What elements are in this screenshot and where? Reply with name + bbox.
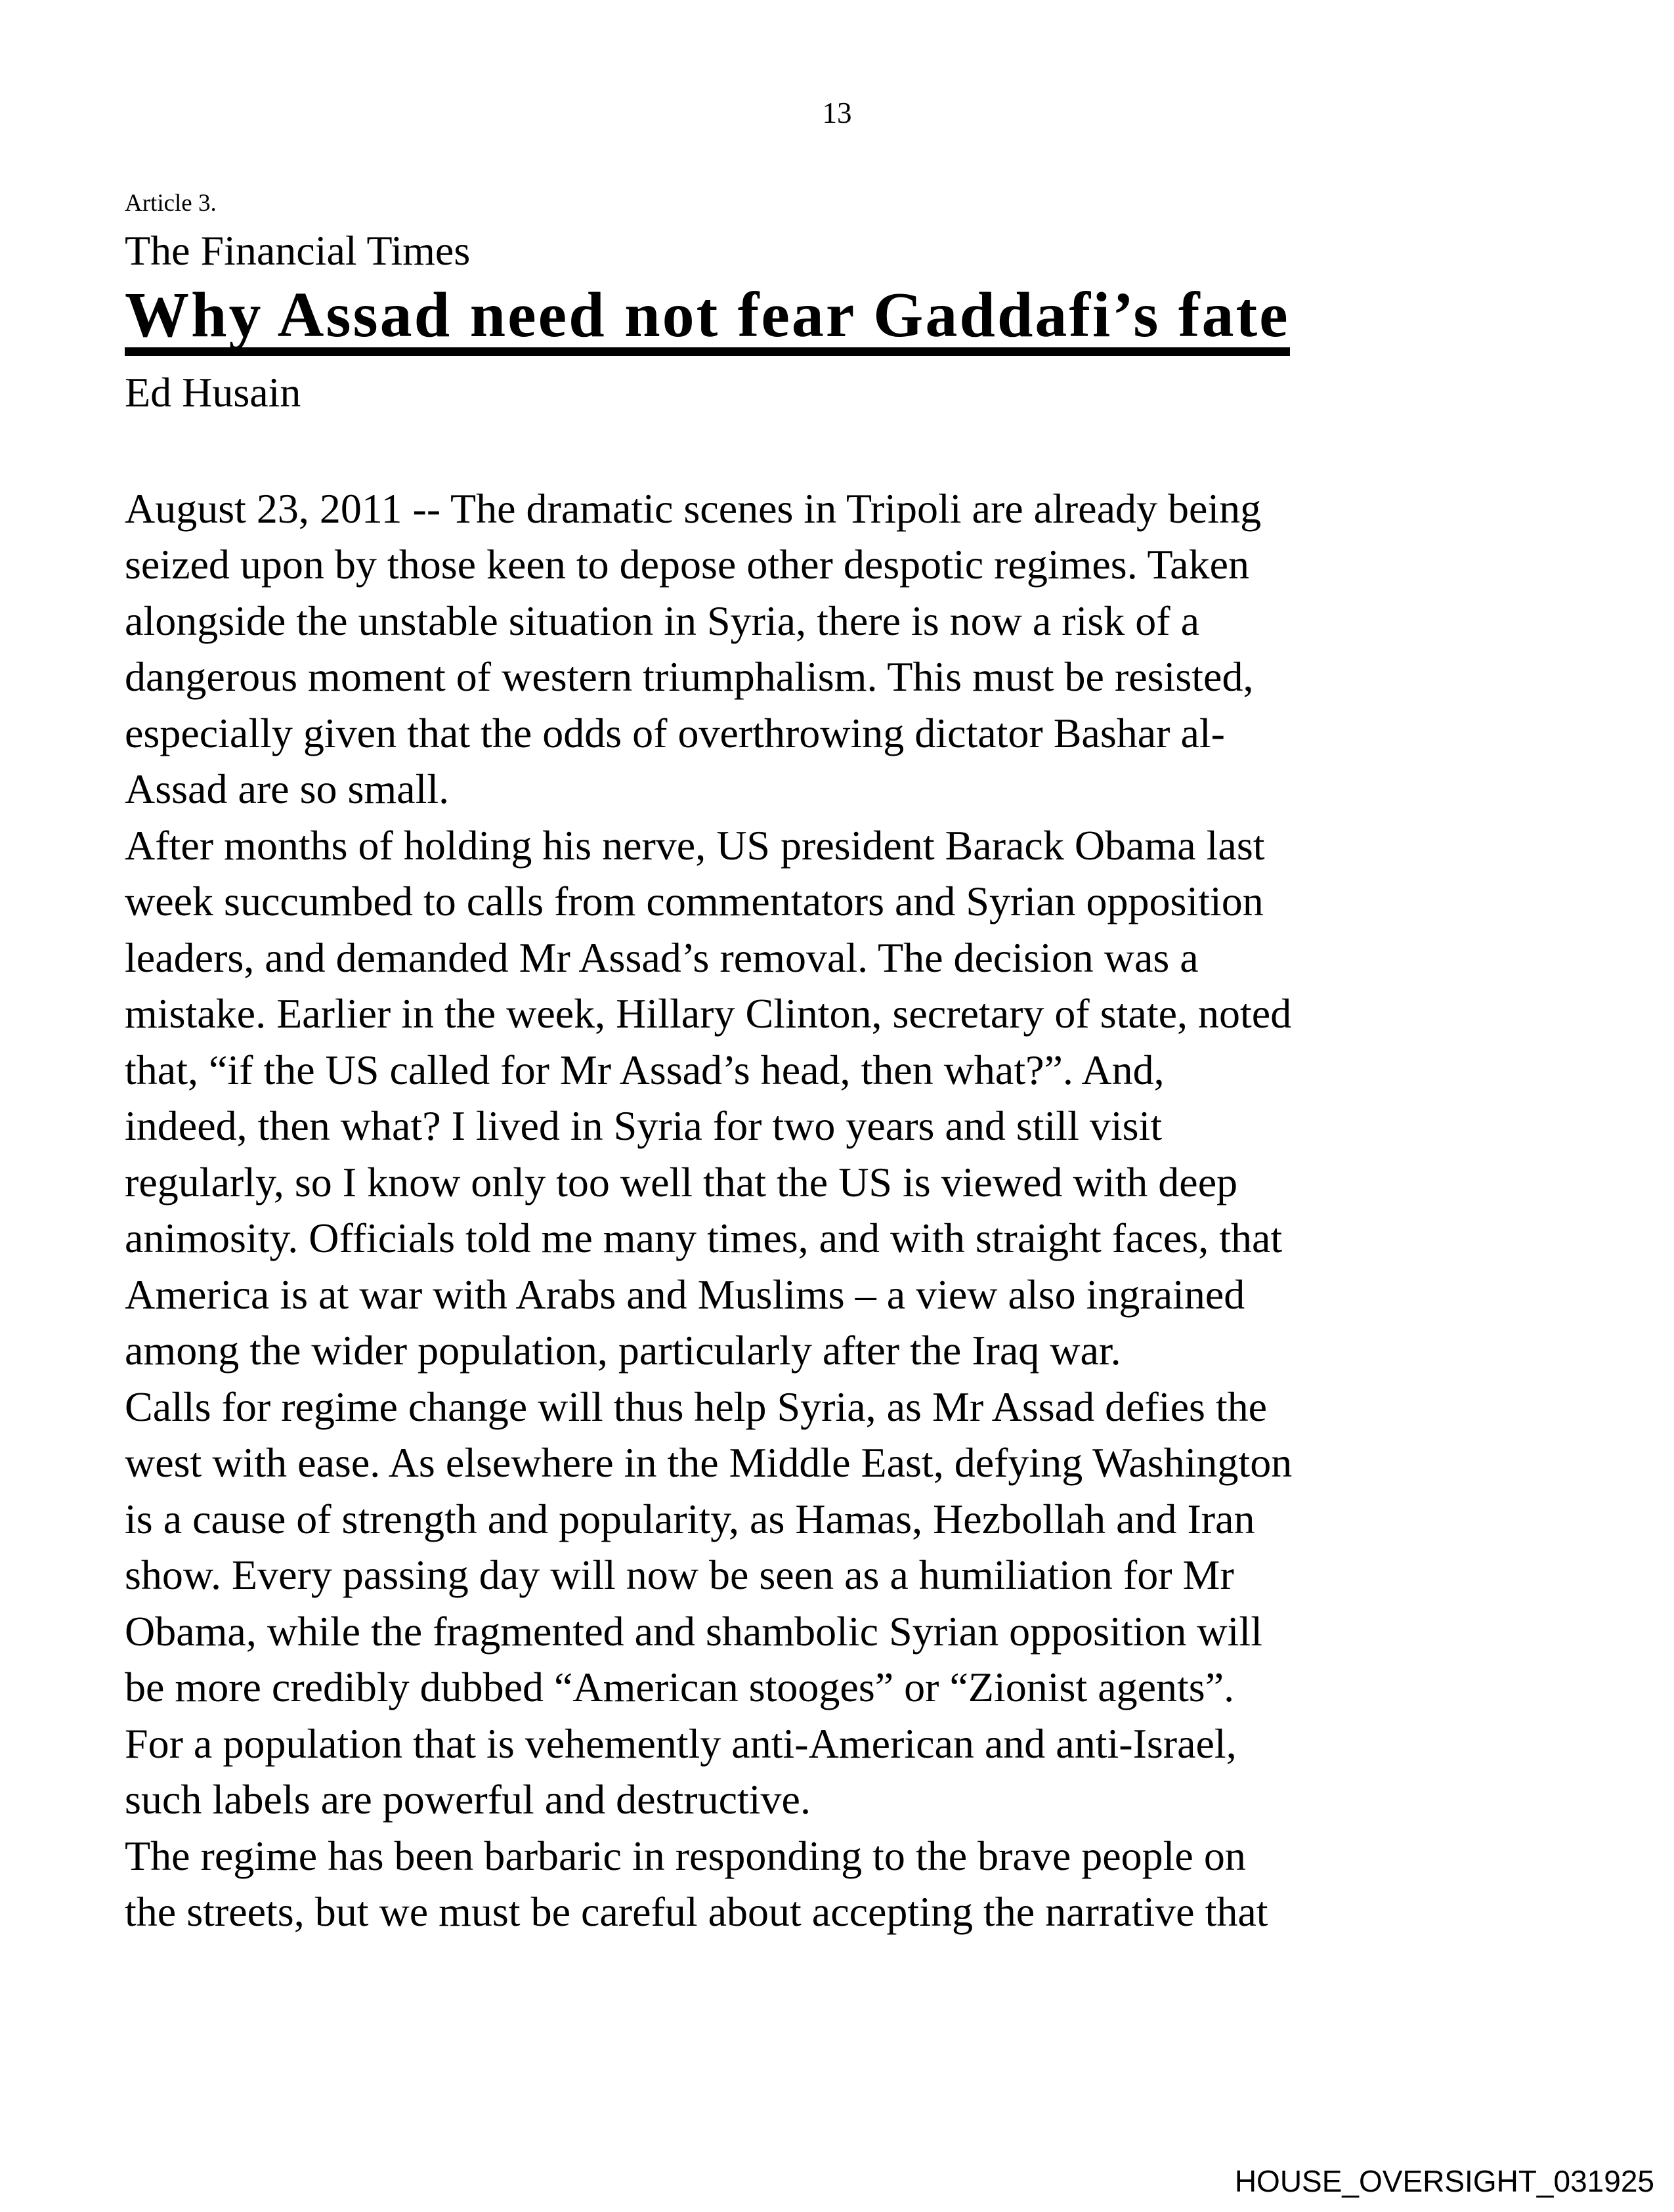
body-text-line: be more credibly dubbed “American stooges” or “Zionist agents”.	[125, 1664, 1235, 1711]
body-text-line: that, “if the US called for Mr Assad’s head, then what?”. And,	[125, 1046, 1165, 1093]
body-text-line: August 23, 2011 -- The dramatic scenes in Tripoli are already being	[125, 485, 1262, 532]
headline-row	[125, 280, 1549, 356]
body-text-line: regularly, so I know only too well that the US is viewed with deep	[125, 1158, 1238, 1205]
body-text-line: alongside the unstable situation in Syria, there is now a risk of a	[125, 597, 1199, 644]
body-text-line: indeed, then what? I lived in Syria for two years and still visit	[125, 1102, 1163, 1150]
body-text-line: Calls for regime change will thus help Syria, as Mr Assad defies the	[125, 1383, 1268, 1430]
body-text-line: America is at war with Arabs and Muslims – a view also ingrained	[125, 1270, 1245, 1318]
body-text-line: Assad are so small.	[125, 766, 450, 813]
body-text-line: Obama, while the fragmented and shambolic Syrian opposition will	[125, 1607, 1262, 1655]
page-number: 13	[822, 97, 852, 129]
article-body	[125, 481, 1549, 1940]
body-text-line: For a population that is vehemently anti-American and anti-Israel,	[125, 1720, 1237, 1767]
bates-stamp: HOUSE_OVERSIGHT_031925	[1234, 2164, 1654, 2198]
body-text-line: animosity. Officials told me many times, and with straight faces, that	[125, 1215, 1283, 1262]
body-text-line: west with ease. As elsewhere in the Middle East, defying Washington	[125, 1439, 1293, 1486]
article-headline: Why Assad need not fear Gaddafi’s fate	[125, 283, 1290, 356]
body-text-line: such labels are powerful and destructive.	[125, 1776, 811, 1823]
body-text-line: After months of holding his nerve, US president Barack Obama last	[125, 821, 1265, 869]
body-text-line: mistake. Earlier in the week, Hillary Clinton, secretary of state, noted	[125, 990, 1292, 1037]
body-text-line: dangerous moment of western triumphalism. This must be resisted,	[125, 653, 1254, 701]
body-text-line: show. Every passing day will now be seen as a humiliation for Mr	[125, 1551, 1234, 1599]
body-text-line: is a cause of strength and popularity, as Hamas, Hezbollah and Iran	[125, 1495, 1255, 1542]
article-content	[125, 189, 1549, 1940]
publication-name: The Financial Times	[125, 227, 471, 274]
body-text-line: The regime has been barbaric in responding to the brave people on	[125, 1832, 1246, 1879]
body-text-line: week succumbed to calls from commentators and Syrian opposition	[125, 878, 1264, 925]
body-text-line: seized upon by those keen to depose other despotic regimes. Taken	[125, 541, 1249, 588]
body-text-line: especially given that the odds of overthrowing dictator Bashar al-	[125, 709, 1225, 756]
article-label: Article 3.	[125, 190, 217, 217]
body-text-line: leaders, and demanded Mr Assad’s removal. The decision was a	[125, 934, 1199, 981]
article-byline: Ed Husain	[125, 369, 301, 416]
body-text-line: the streets, but we must be careful about accepting the narrative that	[125, 1888, 1268, 1936]
body-text-line: among the wider population, particularly after the Iraq war.	[125, 1327, 1121, 1374]
